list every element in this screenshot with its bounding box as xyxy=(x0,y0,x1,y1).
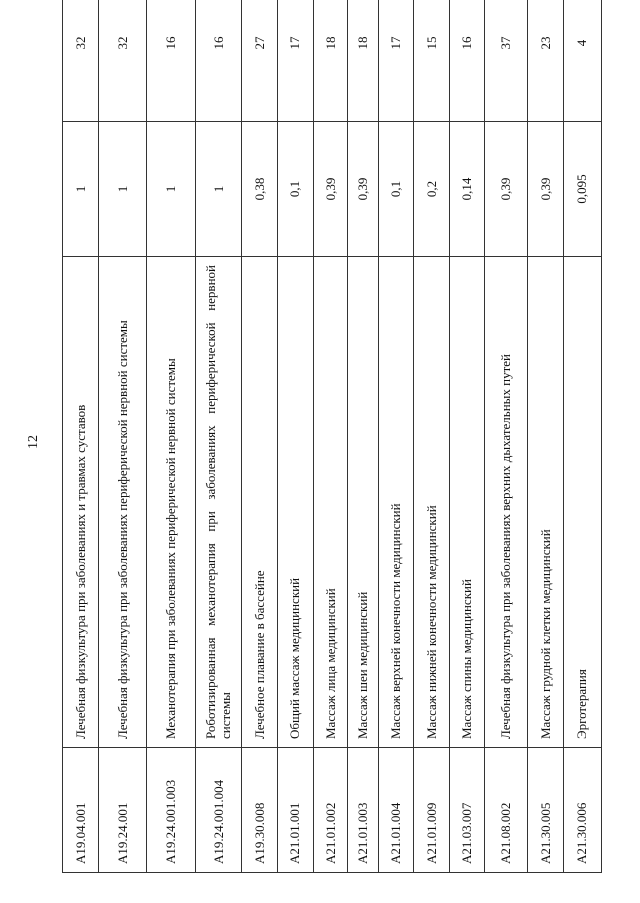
frequency-cell: 0,1 xyxy=(379,122,414,257)
table-row xyxy=(484,0,528,873)
service-code-cell: A21.01.003 xyxy=(347,748,378,873)
multiplicity-cell: 23 xyxy=(528,0,563,122)
service-code-cell: A21.08.002 xyxy=(484,748,528,873)
service-code-cell: A19.24.001.003 xyxy=(146,748,195,873)
page-number xyxy=(22,430,46,454)
service-name-cell: Массаж нижней конечности медицинский xyxy=(414,257,449,748)
table-row xyxy=(313,0,347,873)
page-number-text: 12 xyxy=(26,435,41,449)
multiplicity-cell: 18 xyxy=(313,0,347,122)
service-code-cell: A19.04.001 xyxy=(63,748,99,873)
service-name-cell: Массаж лица медицинский xyxy=(313,257,347,748)
multiplicity-cell: 16 xyxy=(146,0,195,122)
frequency-cell: 1 xyxy=(63,122,99,257)
multiplicity-cell: 18 xyxy=(347,0,378,122)
frequency-cell: 0,1 xyxy=(277,122,313,257)
table-row xyxy=(195,0,242,873)
service-code-cell: A19.24.001.004 xyxy=(195,748,242,873)
frequency-cell: 0,39 xyxy=(347,122,378,257)
multiplicity-cell: 32 xyxy=(99,0,147,122)
multiplicity-cell: 32 xyxy=(63,0,99,122)
service-code-cell: A19.30.008 xyxy=(242,748,277,873)
frequency-cell: 1 xyxy=(99,122,147,257)
table-row xyxy=(379,0,414,873)
multiplicity-cell: 16 xyxy=(449,0,484,122)
multiplicity-cell: 15 xyxy=(414,0,449,122)
service-code-cell: A21.03.007 xyxy=(449,748,484,873)
service-code-cell: A21.30.005 xyxy=(528,748,563,873)
service-code-cell: A21.01.004 xyxy=(379,748,414,873)
rotated-table-container xyxy=(62,33,602,873)
frequency-cell: 0,39 xyxy=(484,122,528,257)
service-name-cell: Роботизированная механотерапия при заболеваниях периферической нервной системы xyxy=(195,257,242,748)
service-code-cell: A21.30.006 xyxy=(563,748,601,873)
service-name-cell: Механотерапия при заболеваниях периферической нервной системы xyxy=(146,257,195,748)
frequency-cell: 0,095 xyxy=(563,122,601,257)
service-code-cell: A21.01.001 xyxy=(277,748,313,873)
table-row xyxy=(63,0,99,873)
table-row xyxy=(449,0,484,873)
frequency-cell: 0,14 xyxy=(449,122,484,257)
table-row xyxy=(99,0,147,873)
service-name-cell: Общий массаж медицинский xyxy=(277,257,313,748)
service-name-cell: Массаж грудной клетки медицинский xyxy=(528,257,563,748)
frequency-cell: 1 xyxy=(146,122,195,257)
service-code-cell: A21.01.002 xyxy=(313,748,347,873)
service-name-cell: Массаж шеи медицинский xyxy=(347,257,378,748)
services-table-body xyxy=(63,0,602,873)
service-name-cell: Эрготерапия xyxy=(563,257,601,748)
service-name-cell: Лечебное плавание в бассейне xyxy=(242,257,277,748)
service-name-cell: Лечебная физкультура при заболеваниях и травмах суставов xyxy=(63,257,99,748)
frequency-cell: 0,39 xyxy=(313,122,347,257)
multiplicity-cell: 16 xyxy=(195,0,242,122)
frequency-cell: 1 xyxy=(195,122,242,257)
service-name-cell: Лечебная физкультура при заболеваниях периферической нервной системы xyxy=(99,257,147,748)
service-name-cell: Массаж верхней конечности медицинский xyxy=(379,257,414,748)
table-row xyxy=(146,0,195,873)
table-row xyxy=(528,0,563,873)
multiplicity-cell: 4 xyxy=(563,0,601,122)
multiplicity-cell: 17 xyxy=(277,0,313,122)
service-code-cell: A19.24.001 xyxy=(99,748,147,873)
multiplicity-cell: 37 xyxy=(484,0,528,122)
service-name-cell: Лечебная физкультура при заболеваниях верхних дыхательных путей xyxy=(484,257,528,748)
multiplicity-cell: 27 xyxy=(242,0,277,122)
table-row xyxy=(414,0,449,873)
service-name-cell: Массаж спины медицинский xyxy=(449,257,484,748)
multiplicity-cell: 17 xyxy=(379,0,414,122)
table-row xyxy=(242,0,277,873)
service-code-cell: A21.01.009 xyxy=(414,748,449,873)
table-row xyxy=(277,0,313,873)
services-table xyxy=(62,0,602,873)
frequency-cell: 0,38 xyxy=(242,122,277,257)
frequency-cell: 0,39 xyxy=(528,122,563,257)
frequency-cell: 0,2 xyxy=(414,122,449,257)
table-row xyxy=(347,0,378,873)
table-row xyxy=(563,0,601,873)
